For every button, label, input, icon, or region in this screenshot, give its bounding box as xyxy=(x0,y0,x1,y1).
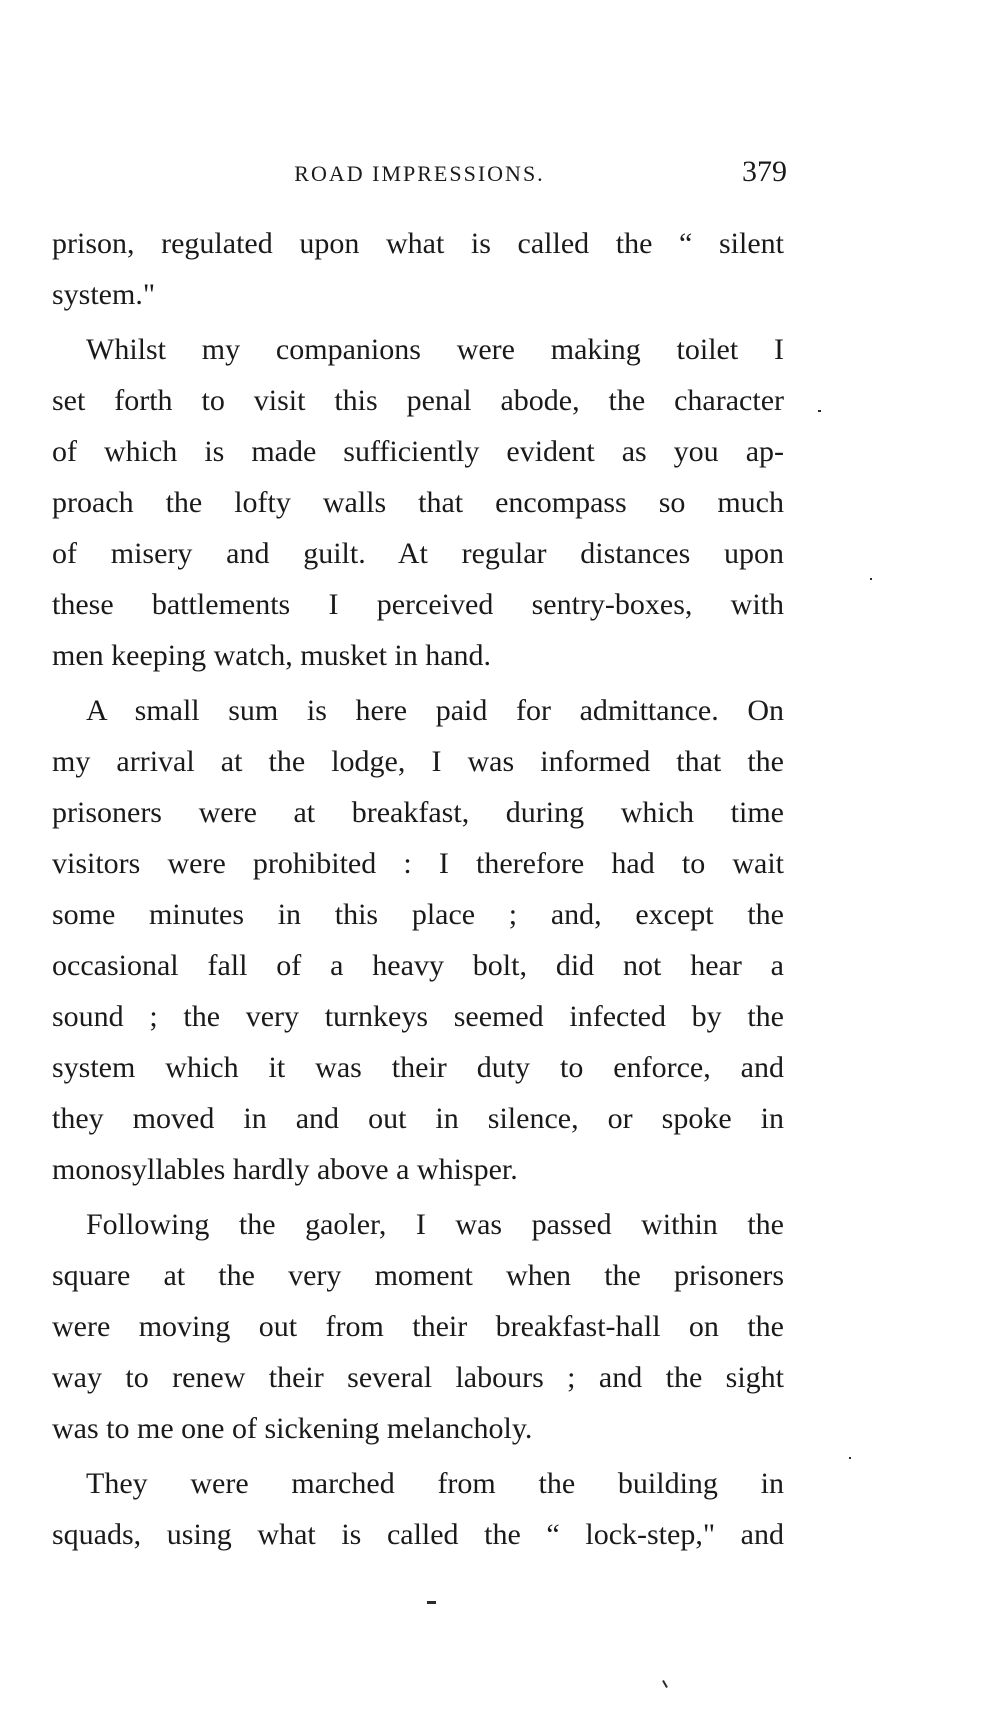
print-speck xyxy=(849,1457,851,1459)
print-speck xyxy=(662,1680,668,1688)
text-line: sound ; the very turnkeys seemed infected by the xyxy=(52,1000,784,1033)
text-line: they moved in and out in silence, or spoke in xyxy=(52,1102,784,1135)
text-line: set forth to visit this penal abode, the character xyxy=(52,384,784,417)
text-line: prisoners were at breakfast, during which time xyxy=(52,796,784,829)
text-line: They were marched from the building in xyxy=(86,1467,784,1500)
text-line: these battlements I perceived sentry-boxes, with xyxy=(52,588,784,621)
text-line: Following the gaoler, I was passed within the xyxy=(86,1208,784,1241)
text-line: system which it was their duty to enforce, and xyxy=(52,1051,784,1084)
text-line: of which is made sufficiently evident as you ap- xyxy=(52,435,784,468)
text-line: system." xyxy=(52,278,156,311)
print-speck xyxy=(427,1601,436,1604)
text-line: some minutes in this place ; and, except the xyxy=(52,898,784,931)
page-number: 379 xyxy=(742,155,787,188)
text-line: of misery and guilt. At regular distances upon xyxy=(52,537,784,570)
running-title: ROAD IMPRESSIONS. xyxy=(294,161,545,186)
paragraph xyxy=(52,1199,784,1454)
text-line: were moving out from their breakfast-hall on the xyxy=(52,1310,784,1343)
text-line: A small sum is here paid for admittance. On xyxy=(86,694,784,727)
paragraph xyxy=(52,1458,784,1560)
text-line: occasional fall of a heavy bolt, did not hear a xyxy=(52,949,784,982)
text-line: monosyllables hardly above a whisper. xyxy=(52,1153,518,1186)
body-text xyxy=(52,218,784,1560)
text-line: my arrival at the lodge, I was informed that the xyxy=(52,745,784,778)
text-line: way to renew their several labours ; and the sight xyxy=(52,1361,784,1394)
print-speck xyxy=(870,578,872,580)
text-line: men keeping watch, musket in hand. xyxy=(52,639,492,672)
text-line: square at the very moment when the prisoners xyxy=(52,1259,784,1292)
text-line: squads, using what is called the “ lock-step," and xyxy=(52,1518,784,1551)
print-speck xyxy=(818,410,821,412)
text-line: prison, regulated upon what is called the “ silent xyxy=(52,227,784,260)
running-header xyxy=(52,155,787,195)
text-line: proach the lofty walls that encompass so much xyxy=(52,486,784,519)
text-line: visitors were prohibited : I therefore had to wait xyxy=(52,847,784,880)
text-line: Whilst my companions were making toilet I xyxy=(86,333,784,366)
paragraph xyxy=(52,685,784,1195)
text-line: was to me one of sickening melancholy. xyxy=(52,1412,533,1445)
paragraph xyxy=(52,218,784,320)
paragraph xyxy=(52,324,784,681)
